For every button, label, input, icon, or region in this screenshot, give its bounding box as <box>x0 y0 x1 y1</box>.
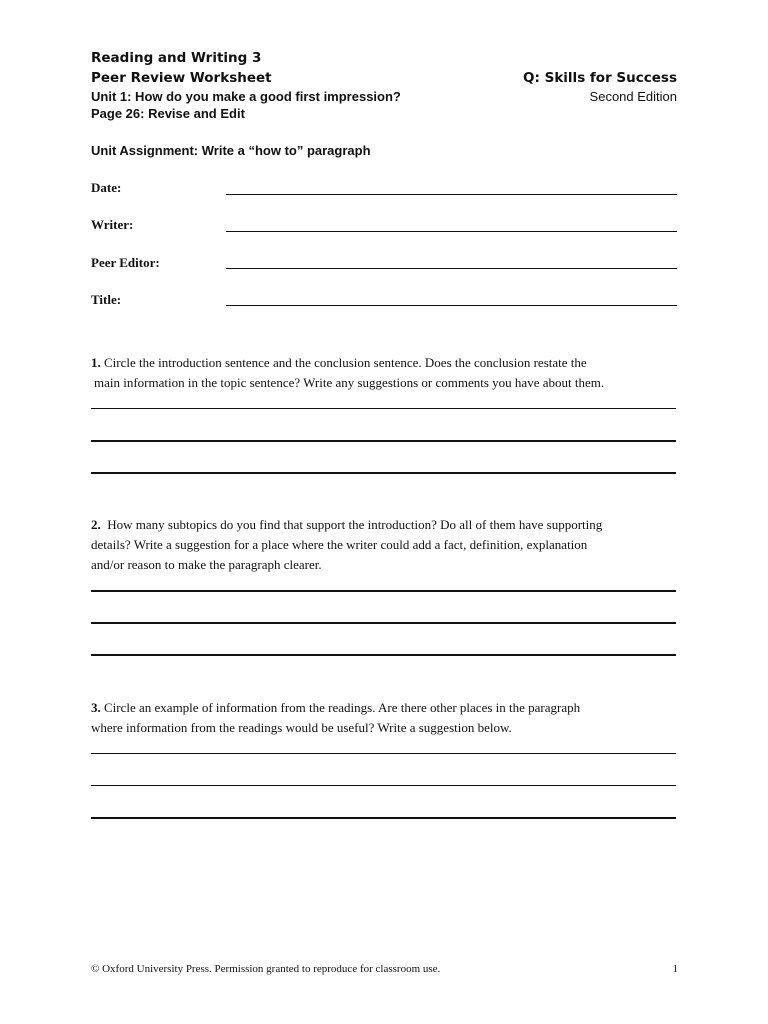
course-title: Reading and Writing 3 <box>91 50 262 66</box>
answer-line[interactable] <box>91 753 676 754</box>
date-label: Date: <box>91 180 122 195</box>
title-label: Title: <box>91 292 122 307</box>
question-number: 3. <box>91 700 101 715</box>
page-number: 1 <box>672 963 678 975</box>
question-number: 1. <box>91 355 101 370</box>
answer-line[interactable] <box>91 817 676 819</box>
question-3 <box>91 698 580 738</box>
question-text: Circle an example of information from the readings. Are there other places in the paragraph <box>104 700 581 715</box>
edition-label: Second Edition <box>589 89 677 104</box>
question-text: where information from the readings would be useful? Write a suggestion below. <box>91 720 512 735</box>
answer-line[interactable] <box>91 408 676 409</box>
writer-label: Writer: <box>91 217 134 232</box>
answer-line[interactable] <box>91 440 676 442</box>
answer-line[interactable] <box>91 785 676 786</box>
copyright-notice: © Oxford University Press. Permission granted to reproduce for classroom use. <box>91 963 441 975</box>
answer-line[interactable] <box>91 472 676 474</box>
page-heading: Page 26: Revise and Edit <box>91 106 245 121</box>
peer-editor-label: Peer Editor: <box>91 255 160 270</box>
answer-line[interactable] <box>91 622 676 624</box>
title-field-line[interactable] <box>226 305 677 306</box>
question-text: How many subtopics do you find that support the introduction? Do all of them have supporting <box>107 517 603 532</box>
peer-editor-field-line[interactable] <box>226 268 677 269</box>
writer-field-line[interactable] <box>226 231 677 232</box>
question-1 <box>91 353 604 393</box>
answer-line[interactable] <box>91 590 676 592</box>
answer-line[interactable] <box>91 654 676 656</box>
question-text: details? Write a suggestion for a place where the writer could add a fact, definition, explanation <box>91 537 588 552</box>
unit-heading: Unit 1: How do you make a good first impression? <box>91 89 401 104</box>
question-text: main information in the topic sentence? Write any suggestions or comments you have about them. <box>94 375 605 390</box>
question-2 <box>91 515 602 575</box>
question-text: and/or reason to make the paragraph clearer. <box>91 557 322 572</box>
unit-assignment: Unit Assignment: Write a “how to” paragraph <box>91 143 371 158</box>
worksheet-title: Peer Review Worksheet <box>91 70 272 86</box>
brand-title: Q: Skills for Success <box>523 70 677 86</box>
question-text: Circle the introduction sentence and the conclusion sentence. Does the conclusion restate the <box>104 355 587 370</box>
question-number: 2. <box>91 517 101 532</box>
date-field-line[interactable] <box>226 194 677 195</box>
